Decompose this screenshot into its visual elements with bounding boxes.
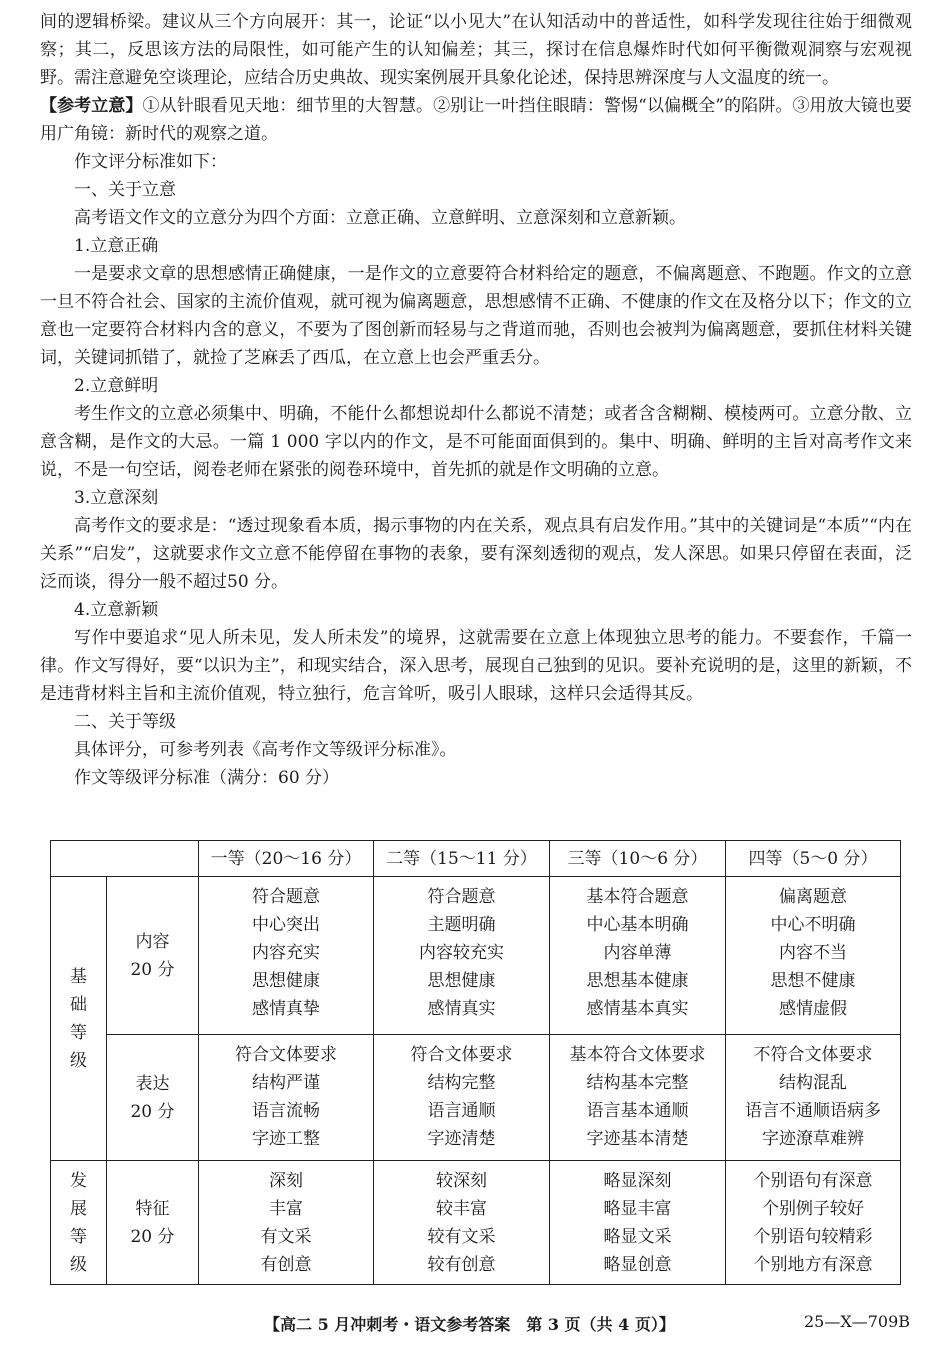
expression-grade-1: [199, 1035, 374, 1161]
group-dev: [51, 1161, 107, 1285]
criterion-line: 基本符合文体要求: [569, 1045, 706, 1065]
header-grade-1: 一等（20～16 分）: [199, 841, 374, 877]
reference-paragraph: [40, 92, 912, 148]
criterion-line: 略显文采: [603, 1227, 672, 1247]
header-grade-4: 四等（5～0 分）: [726, 841, 901, 877]
table-caption: 作文等级评分标准（满分：60 分）: [74, 768, 340, 788]
criterion-line: 主题明确: [427, 915, 496, 935]
content-grade-3: [550, 877, 726, 1035]
criterion-line: 感情真挚: [252, 999, 320, 1019]
sub2-text: 考生作文的立意必须集中、明确，不能什么都想说却什么都说不清楚；或者含含糊糊、模棱两可。立意分散、立意含糊，是作文的大忌。一篇 1 000 字以内的作文，是不可能面面俱到的。集中、明确、鲜明的主旨对高考作文来说，不是一句空话，阅卷老师在紧张的阅卷环境中，首先抓的就是作文明确的立意。: [40, 404, 912, 480]
feature-grade-1: [199, 1161, 374, 1285]
criterion-line: 内容较充实: [419, 943, 504, 963]
criterion-line: 中心基本明确: [586, 915, 689, 935]
criterion-line: 个别例子较好: [762, 1199, 864, 1219]
criterion-line: 有文采: [260, 1227, 312, 1247]
expression-grade-3: [550, 1035, 726, 1161]
criterion-line: 略显深刻: [603, 1171, 672, 1191]
content-grade-1: [199, 877, 374, 1035]
criterion-line: 字迹基本清楚: [586, 1129, 689, 1149]
criterion-line: 结构基本完整: [586, 1073, 689, 1093]
sub3-title: 3.立意深刻: [74, 488, 159, 508]
criterion-line: 个别语句较精彩: [753, 1227, 873, 1247]
expression-grade-2: [374, 1035, 550, 1161]
criterion-line: 内容不当: [779, 943, 847, 963]
criterion-line: 符合文体要求: [235, 1045, 337, 1065]
content-label: 内容: [135, 931, 170, 952]
criterion-line: 语言流畅: [252, 1101, 320, 1121]
reference-text: ①从针眼看见天地：细节里的大智慧。②别让一叶挡住眼睛：警惕“以偏概全”的陷阱。③用放大镜也要用广角镜：新时代的观察之道。: [40, 96, 912, 144]
criterion-line: 字迹潦草难辨: [762, 1129, 864, 1149]
criterion-line: 不符合文体要求: [753, 1045, 873, 1065]
content-score: 20 分: [130, 959, 175, 980]
sub4-title: 4.立意新颖: [74, 600, 159, 620]
header-blank: [51, 841, 199, 877]
sub1-text: 一是要求文章的思想感情正确健康，一是作文的立意要符合材料给定的题意，不偏离题意、不跑题。作文的立意一旦不符合社会、国家的主流价值观，就可视为偏离题意，思想感情不正确、不健康的作文在及格分以下；作文的立意也一定要符合材料内含的意义，不要为了图创新而轻易与之背道而驰，否则也会被判为偏离题意，要抓住材料关键词，关键词抓错了，就捡了芝麻丢了西瓜，在立意上也会严重丢分。: [40, 264, 912, 368]
content-grade-4: [726, 877, 901, 1035]
criterion-line: 结构严谨: [252, 1073, 320, 1093]
criterion-line: 语言基本通顺: [586, 1101, 689, 1121]
criterion-line: 结构完整: [427, 1073, 496, 1093]
grading-table: [50, 840, 901, 1285]
footer-title: 【高二 5 月冲刺考・语文参考答案 第 3 页（共 4 页）】: [264, 1315, 675, 1334]
header-grade-3: 三等（10～6 分）: [550, 841, 726, 877]
feature-score: 20 分: [130, 1226, 175, 1247]
feature-row: [51, 1161, 901, 1285]
criterion-line: 深刻: [269, 1171, 303, 1191]
document-body: [40, 8, 912, 792]
criterion-line: 感情真实: [427, 999, 496, 1019]
sub1-title: 1.立意正确: [74, 236, 159, 256]
content-label-cell: [107, 877, 199, 1035]
reference-label: 【参考立意】: [40, 96, 143, 116]
criterion-line: 个别地方有深意: [753, 1255, 873, 1275]
criterion-line: 较深刻: [436, 1171, 487, 1191]
criterion-line: 语言通顺: [427, 1101, 496, 1121]
criterion-line: 较丰富: [436, 1199, 487, 1219]
content-row: [51, 877, 901, 1035]
sub3-text: 高考作文的要求是：“透过现象看本质，揭示事物的内在关系，观点具有启发作用。”其中的关键词是“本质”“内在关系”“启发”，这就要求作文立意不能停留在事物的表象，要有深刻透彻的观点，发人深思。如果只停留在表面，泛泛而谈，得分一般不超过50 分。: [40, 516, 912, 592]
criterion-line: 思想健康: [427, 971, 496, 991]
criterion-line: 略显丰富: [603, 1199, 672, 1219]
expression-grade-4: [726, 1035, 901, 1161]
criterion-line: 思想不健康: [770, 971, 856, 991]
criterion-line: 偏离题意: [779, 887, 847, 907]
criterion-line: 丰富: [269, 1199, 303, 1219]
sub4-text: 写作中要追求“见人所未见，发人所未发”的境界，这就需要在立意上体现独立思考的能力。不要套作，千篇一律。作文写得好，要“以识为主”，和现实结合，深入思考，展现自己独到的见识。要补充说明的是，这里的新颖，不是违背材料主旨和主流价值观，特立独行，危言耸听，吸引人眼球，这样只会适得其反。: [40, 628, 912, 704]
group-basic-label: 基 础 等 级: [70, 966, 87, 1071]
section1-intro: 高考语文作文的立意分为四个方面：立意正确、立意鲜明、立意深刻和立意新颖。: [74, 208, 686, 228]
criteria-intro: 作文评分标准如下：: [74, 152, 227, 172]
group-dev-label: 发 展 等 级: [70, 1170, 87, 1275]
criterion-line: 有创意: [260, 1255, 312, 1275]
feature-grade-4: [726, 1161, 901, 1285]
content-grade-2: [374, 877, 550, 1035]
criterion-line: 中心不明确: [770, 915, 856, 935]
criterion-line: 略显创意: [603, 1255, 672, 1275]
expression-score: 20 分: [130, 1101, 175, 1122]
criterion-line: 内容单薄: [603, 943, 672, 963]
intro-paragraph: 间的逻辑桥梁。建议从三个方向展开：其一，论证“以小见大”在认知活动中的普适性，如科学发现往往始于细微观察；其二，反思该方法的局限性，如可能产生的认知偏差；其三，探讨在信息爆炸时代如何平衡微观洞察与宏观视野。需注意避免空谈理论，应结合历史典故、现实案例展开具象化论述，保持思辨深度与人文温度的统一。: [40, 12, 912, 88]
criterion-line: 字迹清楚: [427, 1129, 496, 1149]
expression-row: [51, 1035, 901, 1161]
criterion-line: 感情基本真实: [586, 999, 689, 1019]
feature-label-cell: [107, 1161, 199, 1285]
criterion-line: 语言不通顺语病多: [745, 1101, 881, 1121]
sub2-title: 2.立意鲜明: [74, 376, 159, 396]
criterion-line: 思想基本健康: [586, 971, 689, 991]
table-header-row: [51, 841, 901, 877]
criterion-line: 符合文体要求: [410, 1045, 513, 1065]
criterion-line: 内容充实: [252, 943, 320, 963]
criterion-line: 符合题意: [252, 887, 320, 907]
criterion-line: 结构混乱: [779, 1073, 847, 1093]
feature-grade-3: [550, 1161, 726, 1285]
expression-label-cell: [107, 1035, 199, 1161]
group-basic: [51, 877, 107, 1161]
criterion-line: 字迹工整: [252, 1129, 320, 1149]
expression-label: 表达: [135, 1073, 170, 1094]
criterion-line: 基本符合题意: [586, 887, 689, 907]
footer-code: 25—X—709B: [803, 1312, 910, 1331]
criterion-line: 符合题意: [427, 887, 496, 907]
criterion-line: 思想健康: [252, 971, 320, 991]
criterion-line: 个别语句有深意: [753, 1171, 873, 1191]
criterion-line: 中心突出: [252, 915, 320, 935]
criterion-line: 感情虚假: [779, 999, 847, 1019]
section1-title: 一、关于立意: [74, 180, 176, 200]
section2-intro: 具体评分，可参考列表《高考作文等级评分标准》。: [74, 740, 457, 760]
feature-label: 特征: [135, 1198, 170, 1219]
section2-title: 二、关于等级: [74, 712, 176, 732]
header-grade-2: 二等（15～11 分）: [374, 841, 550, 877]
criterion-line: 较有文采: [427, 1227, 496, 1247]
criterion-line: 较有创意: [427, 1255, 496, 1275]
feature-grade-2: [374, 1161, 550, 1285]
